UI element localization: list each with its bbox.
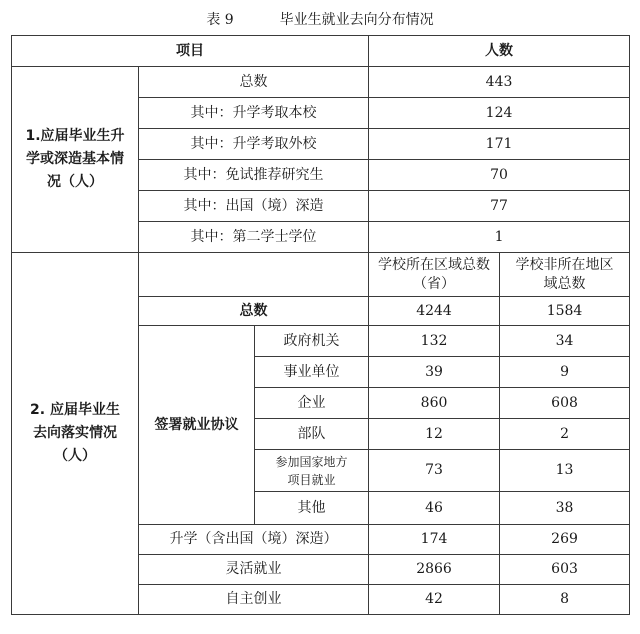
row-value-in-region: 12 (369, 419, 500, 450)
row-value-out-region: 9 (500, 357, 630, 388)
row-label: 其中：升学考取本校 (139, 98, 369, 129)
row-label: 其中：升学考取外校 (139, 129, 369, 160)
table-caption (0, 9, 640, 31)
subheader-blank (139, 253, 369, 297)
row-label: 事业单位 (255, 357, 369, 388)
row-label: 企业 (255, 388, 369, 419)
row-value-in-region: 132 (369, 326, 500, 357)
header-item: 项目 (12, 36, 369, 67)
col-header-in-region: 学校所在区域总数 （省） (369, 253, 500, 297)
row-label: 其他 (255, 492, 369, 525)
row-value: 171 (369, 129, 630, 160)
subheader-row (12, 253, 630, 297)
total-label: 总数 (139, 297, 369, 326)
row-value: 70 (369, 160, 630, 191)
col-header-out-region: 学校非所在地区 域总数 (500, 253, 630, 297)
row-value-out-region: 13 (500, 450, 630, 492)
contract-label: 签署就业协议 (139, 326, 255, 525)
row-value: 443 (369, 67, 630, 98)
table-number: 表 9 (206, 12, 234, 28)
row-label: 参加国家地方 项目就业 (255, 450, 369, 492)
section1-label: 1.应届毕业生升 学或深造基本情 况（人） (12, 67, 139, 253)
table-title: 毕业生就业去向分布情况 (279, 12, 434, 28)
row-value-out-region: 608 (500, 388, 630, 419)
row-label: 升学（含出国（境）深造） (139, 525, 369, 555)
total-out-region: 1584 (500, 297, 630, 326)
row-value-in-region: 46 (369, 492, 500, 525)
row-value-out-region: 603 (500, 555, 630, 585)
row-value-in-region: 39 (369, 357, 500, 388)
row-value-in-region: 174 (369, 525, 500, 555)
table-row (12, 67, 630, 98)
row-value: 77 (369, 191, 630, 222)
total-in-region: 4244 (369, 297, 500, 326)
row-value-in-region: 73 (369, 450, 500, 492)
row-value-out-region: 269 (500, 525, 630, 555)
row-label: 部队 (255, 419, 369, 450)
row-label: 其中：免试推荐研究生 (139, 160, 369, 191)
row-label: 灵活就业 (139, 555, 369, 585)
row-value-in-region: 2866 (369, 555, 500, 585)
row-value: 124 (369, 98, 630, 129)
row-label: 总数 (139, 67, 369, 98)
row-value: 1 (369, 222, 630, 253)
row-label: 政府机关 (255, 326, 369, 357)
row-value-out-region: 38 (500, 492, 630, 525)
row-label: 其中：第二学士学位 (139, 222, 369, 253)
row-value-out-region: 8 (500, 585, 630, 615)
header-row (12, 36, 630, 67)
employment-destination-table (11, 35, 630, 615)
row-value-in-region: 860 (369, 388, 500, 419)
row-value-out-region: 2 (500, 419, 630, 450)
section2-label: 2. 应届毕业生 去向落实情况 （人） (12, 253, 139, 615)
row-value-out-region: 34 (500, 326, 630, 357)
header-count: 人数 (369, 36, 630, 67)
row-label: 其中：出国（境）深造 (139, 191, 369, 222)
row-label: 自主创业 (139, 585, 369, 615)
row-value-in-region: 42 (369, 585, 500, 615)
